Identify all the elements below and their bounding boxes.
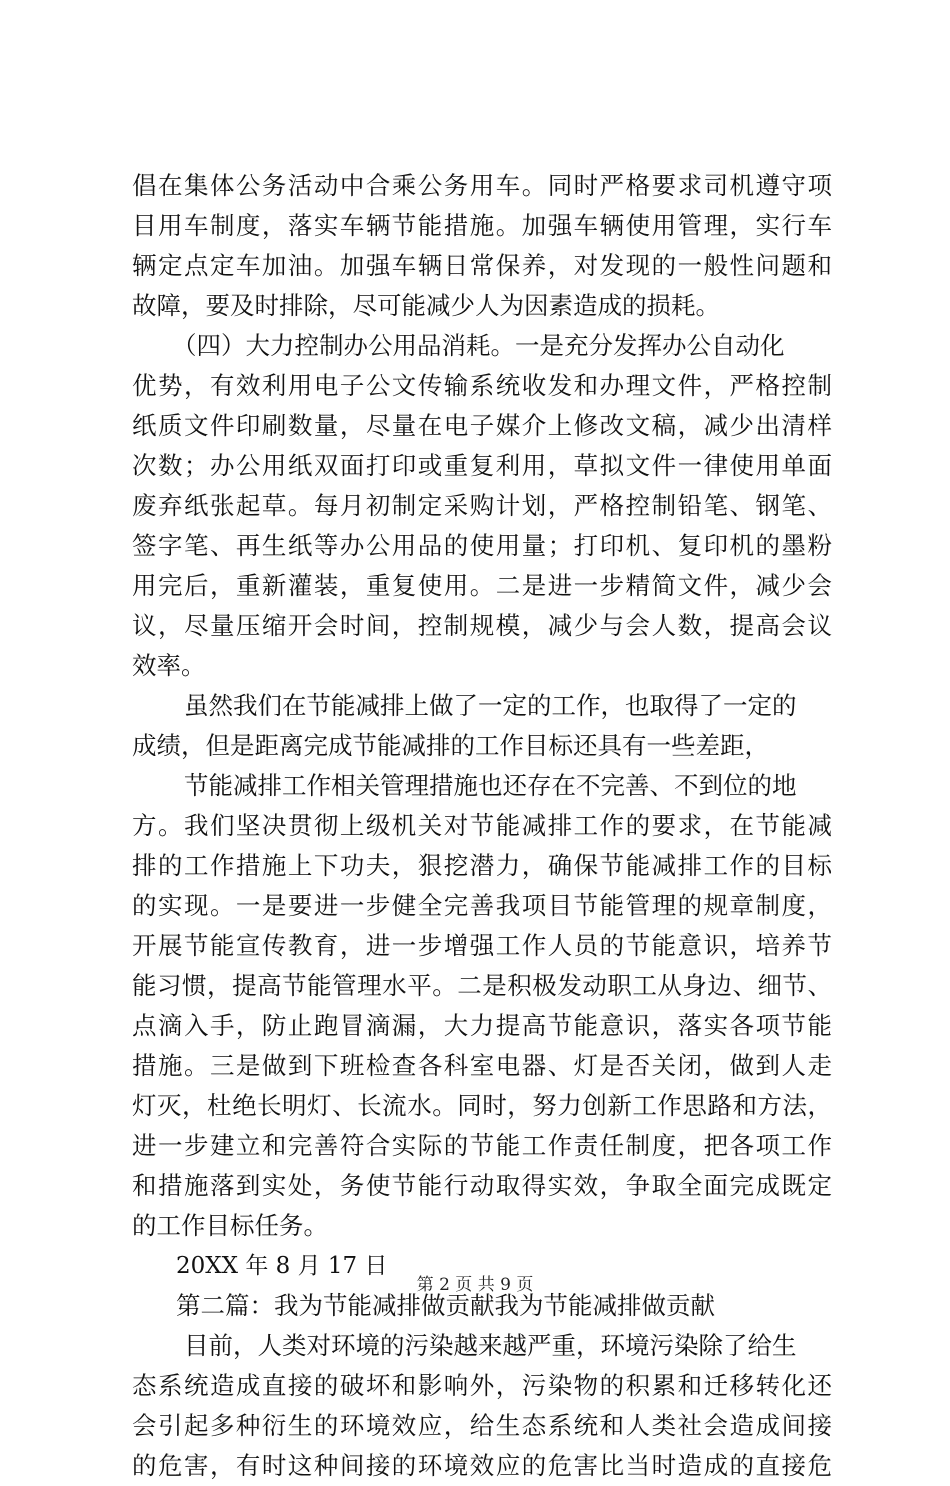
text-line: 目用车制度，落实车辆节能措施。加强车辆使用管理，实行车 bbox=[132, 211, 832, 240]
text-line: 能习惯，提高节能管理水平。二是积极发动职工从身边、细节、 bbox=[132, 971, 832, 1000]
text-line: 议，尽量压缩开会时间，控制规模，减少与会人数，提高会议 bbox=[132, 611, 832, 640]
text-line: 废弃纸张起草。每月初制定采购计划，严格控制铅笔、钢笔、 bbox=[132, 491, 832, 520]
text-line: 排的工作措施上下功夫，狠挖潜力，确保节能减排工作的目标 bbox=[132, 851, 832, 880]
text-line: 灯灭，杜绝长明灯、长流水。同时，努力创新工作思路和方法， bbox=[132, 1091, 832, 1120]
text-line: 次数；办公用纸双面打印或重复利用，草拟文件一律使用单面 bbox=[132, 451, 832, 480]
page-footer bbox=[0, 1270, 950, 1295]
text-line: 的工作目标任务。 bbox=[132, 1211, 328, 1240]
text-line: 点滴入手，防止跑冒滴漏，大力提高节能意识，落实各项节能 bbox=[132, 1011, 832, 1040]
text-line: 的实现。一是要进一步健全完善我项目节能管理的规章制度， bbox=[132, 891, 832, 920]
text-line: 态系统造成直接的破坏和影响外，污染物的积累和迁移转化还 bbox=[132, 1371, 832, 1400]
text-line: 方。我们坚决贯彻上级机关对节能减排工作的要求，在节能减 bbox=[132, 811, 832, 840]
document-date: 20XX 年 8 月 17 日 bbox=[176, 1253, 388, 1279]
text-line: 倡在集体公务活动中合乘公务用车。同时严格要求司机遵守项 bbox=[132, 171, 832, 200]
text-line: 效率。 bbox=[132, 651, 206, 680]
page-number-label: 第 2 页 共 9 页 bbox=[416, 1275, 534, 1295]
section-title: 第二篇：我为节能减排做贡献我为节能减排做贡献 bbox=[176, 1291, 715, 1320]
text-line: 用完后，重新灌装，重复使用。二是进一步精简文件，减少会 bbox=[132, 571, 832, 600]
text-line: 成绩，但是距离完成节能减排的工作目标还具有一些差距， bbox=[132, 731, 769, 760]
text-line: 的危害，有时这种间接的环境效应的危害比当时造成的直接危 bbox=[132, 1451, 832, 1480]
paragraph-start-line: 节能减排工作相关管理措施也还存在不完善、不到位的地 bbox=[184, 771, 797, 800]
paragraph-start-line: 目前，人类对环境的污染越来越严重，环境污染除了给生 bbox=[184, 1331, 797, 1360]
text-line: 辆定点定车加油。加强车辆日常保养，对发现的一般性问题和 bbox=[132, 251, 832, 280]
paragraph-start-line: （四）大力控制办公用品消耗。一是充分发挥办公自动化 bbox=[172, 331, 785, 360]
paragraph-start-line: 虽然我们在节能减排上做了一定的工作，也取得了一定的 bbox=[184, 691, 797, 720]
text-line: 纸质文件印刷数量，尽量在电子媒介上修改文稿，减少出清样 bbox=[132, 411, 832, 440]
text-line: 会引起多种衍生的环境效应，给生态系统和人类社会造成间接 bbox=[132, 1411, 832, 1440]
text-line: 措施。三是做到下班检查各科室电器、灯是否关闭，做到人走 bbox=[132, 1051, 832, 1080]
text-line: 优势，有效利用电子公文传输系统收发和办理文件，严格控制 bbox=[132, 371, 832, 400]
text-line: 开展节能宣传教育，进一步增强工作人员的节能意识，培养节 bbox=[132, 931, 832, 960]
text-line: 故障，要及时排除，尽可能减少人为因素造成的损耗。 bbox=[132, 291, 720, 320]
text-line: 进一步建立和完善符合实际的节能工作责任制度，把各项工作 bbox=[132, 1131, 832, 1160]
text-line: 和措施落到实处，务使节能行动取得实效，争取全面完成既定 bbox=[132, 1171, 832, 1200]
text-line: 签字笔、再生纸等办公用品的使用量；打印机、复印机的墨粉 bbox=[132, 531, 832, 560]
